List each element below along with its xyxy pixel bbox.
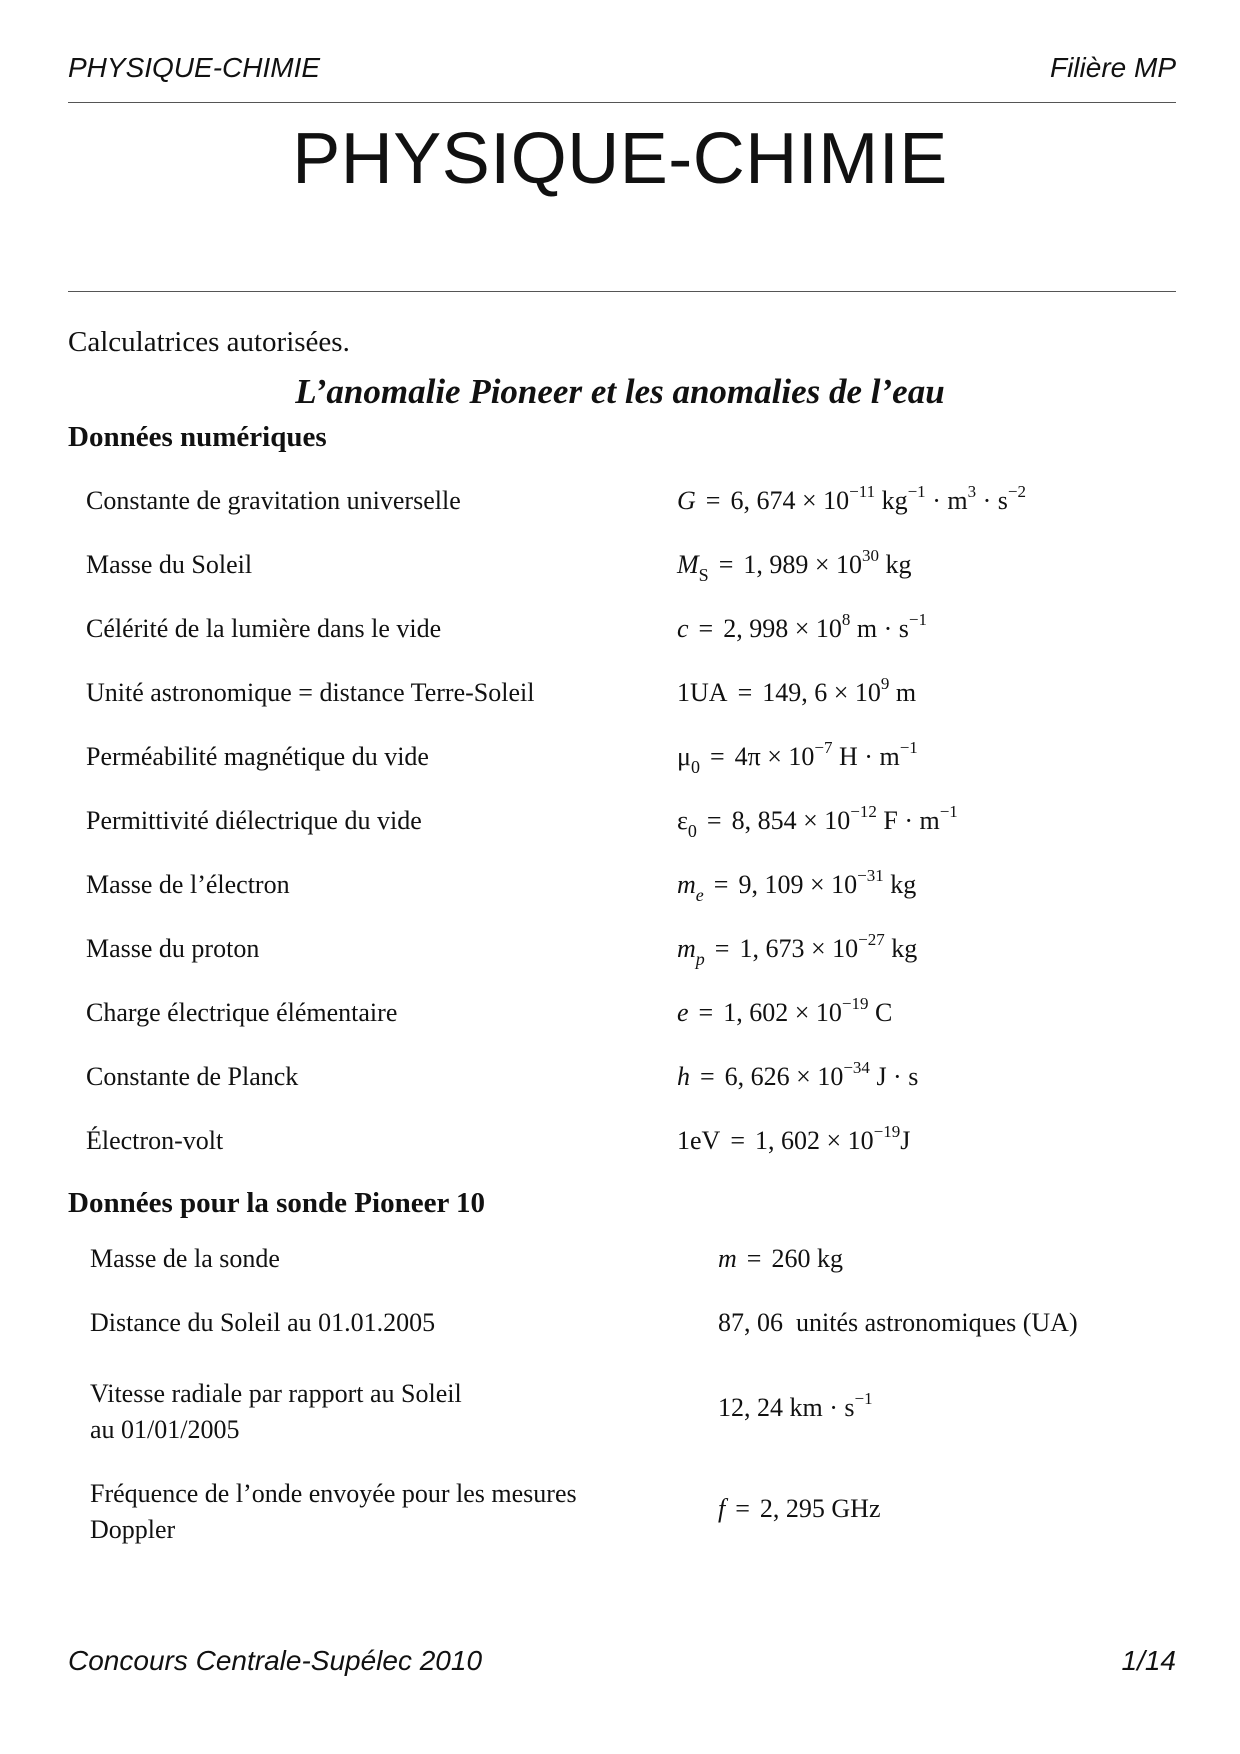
constant-mantissa: 1, 989 × 10 [743,550,863,579]
constant-mantissa: 8, 854 × 10 [731,806,851,835]
probe-frequency-label [90,1476,577,1548]
constant-unit: J · s [876,1062,919,1091]
probe-distance-number: 87, 06 [718,1308,783,1337]
probe-distance-label: Distance du Soleil au 01.01.2005 [90,1308,436,1337]
probe-distance-value [718,1308,1078,1338]
constant-mantissa: 6, 674 × 10 [730,486,850,515]
unit-exponent: −1 [939,802,958,821]
constant-value [677,1122,911,1156]
constant-unit: · m [925,486,968,515]
constant-unit: J [900,1126,911,1155]
probe-frequency-label-line2: Doppler [90,1515,176,1544]
constant-row [0,738,1240,802]
constant-unit: m [895,678,917,707]
equals-sign: = [709,742,725,771]
unit-exponent: −1 [907,482,926,501]
footer-left: Concours Centrale-Supélec 2010 [68,1645,483,1676]
constant-label: Unité astronomique = distance Terre-Soleil [86,678,535,707]
constant-row [0,994,1240,1058]
equals-sign: = [705,486,721,515]
constant-symbol: m [677,870,696,899]
constant-row [0,546,1240,610]
constant-unit: · s [976,486,1008,515]
constant-value [677,482,1026,516]
equals-sign: = [730,1126,745,1155]
equals-sign: = [713,870,729,899]
constant-unit: kg [881,486,908,515]
constant-symbol: e [677,998,689,1027]
constant-unit: F · m [883,806,940,835]
constant-row [0,1122,1240,1186]
constant-unit: kg [890,870,917,899]
constant-row [0,1058,1240,1122]
constant-subscript: 0 [687,821,697,841]
constant-symbol: G [677,486,696,515]
constant-subscript: S [698,565,709,585]
section-heading-pioneer-data: Données pour la sonde Pioneer 10 [68,1187,486,1219]
constant-symbol: μ [677,742,691,771]
constant-symbol: c [677,614,689,643]
constant-exponent: −31 [857,866,884,885]
probe-frequency-value: f = 2, 295 GHz [718,1494,881,1523]
constant-symbol: 1eV [677,1126,721,1155]
constant-unit: kg [885,550,912,579]
probe-mass-value: m = 260 kg [718,1244,843,1273]
constant-exponent: −34 [843,1058,870,1077]
constant-exponent: −12 [850,802,877,821]
constant-label: Masse de l’électron [86,870,290,899]
constant-mantissa: 1, 673 × 10 [739,934,859,963]
constant-symbol: M [677,550,699,579]
constant-value [677,930,918,969]
constant-mantissa: 4π × 10 [734,742,815,771]
unit-exponent: −1 [908,610,927,629]
constant-mantissa: 9, 109 × 10 [738,870,858,899]
constant-exponent: 30 [862,546,880,565]
constant-label: Constante de gravitation universelle [86,486,461,515]
probe-speed-label-line1: Vitesse radiale par rapport au Soleil [90,1379,462,1408]
probe-speed-number: 12, 24 km · s [718,1393,855,1422]
constant-exponent: −11 [849,482,876,501]
equals-sign: = [698,998,714,1027]
equals-sign: = [700,1062,715,1091]
constant-value [677,674,917,708]
constant-mantissa: 149, 6 × 10 [762,678,881,707]
unit-exponent: 3 [967,482,977,501]
constant-exponent: −7 [814,738,833,757]
calculators-note: Calculatrices autorisées. [68,326,350,358]
probe-speed-exponent: −1 [854,1389,873,1408]
constant-exponent: 9 [880,674,890,693]
header-right: Filière MP [1049,52,1176,83]
constant-label: Célérité de la lumière dans le vide [86,614,442,643]
probe-distance-unit: unités astronomiques (UA) [796,1308,1078,1337]
constant-mantissa: 2, 998 × 10 [723,614,842,643]
header-rule [68,102,1176,103]
constant-mantissa: 6, 626 × 10 [724,1062,844,1091]
probe-frequency-symbol: f [718,1494,726,1523]
constant-value [677,1058,919,1092]
subtitle: L’anomalie Pioneer et les anomalies de l’eau [295,372,945,411]
constant-label: Constante de Planck [86,1062,299,1091]
page-title: PHYSIQUE-CHIMIE [292,119,948,199]
equals-sign: = [718,550,734,579]
constant-subscript: p [695,949,705,969]
probe-frequency-number: 2, 295 GHz [759,1494,881,1523]
equals-sign: = [714,934,730,963]
constant-row [0,866,1240,930]
constant-symbol: m [677,934,696,963]
constant-value [677,802,958,841]
constant-value [677,610,927,644]
constant-mantissa: 1, 602 × 10 [723,998,842,1027]
constant-label: Masse du proton [86,934,260,963]
constant-subscript: e [695,885,704,905]
constant-subscript: 0 [690,757,700,777]
constant-unit: C [874,998,893,1027]
constant-unit: kg [891,934,918,963]
constant-exponent: 8 [841,610,851,629]
constant-row [0,482,1240,546]
constant-exponent: −27 [858,930,885,949]
footer-page-number: 1/14 [1121,1645,1176,1676]
probe-speed-label-line2: au 01/01/2005 [90,1415,240,1444]
constant-value [677,866,917,905]
constant-row [0,802,1240,866]
constant-symbol: ε [677,806,688,835]
constant-exponent: −19 [873,1122,901,1141]
constant-label: Charge électrique élémentaire [86,998,398,1027]
constant-row [0,674,1240,738]
probe-mass-number: 260 kg [771,1244,843,1273]
equals-sign: = [698,614,714,643]
constant-label: Masse du Soleil [86,550,253,579]
constant-symbol: h [677,1062,690,1091]
probe-mass-label: Masse de la sonde [90,1244,280,1273]
title-rule [68,291,1176,292]
probe-speed-label [90,1376,462,1448]
equals-sign: = [706,806,722,835]
constant-label: Perméabilité magnétique du vide [86,742,429,771]
unit-exponent: −1 [899,738,918,757]
constant-value [677,994,893,1028]
constant-symbol: 1UA [677,678,728,707]
constant-value [677,738,918,777]
constant-unit: H · m [839,742,900,771]
constant-unit: m · s [856,614,909,643]
constant-exponent: −19 [841,994,869,1013]
constant-row [0,930,1240,994]
equals-sign: = [737,678,753,707]
constant-value [677,546,912,585]
section-heading-numeric-data: Données numériques [68,421,327,453]
constant-row [0,610,1240,674]
constant-mantissa: 1, 602 × 10 [755,1126,874,1155]
unit-exponent: −2 [1007,482,1026,501]
constant-label: Électron-volt [86,1126,224,1155]
probe-frequency-label-line1: Fréquence de l’onde envoyée pour les mesures [90,1479,577,1508]
probe-speed-value [718,1389,873,1423]
header-left: PHYSIQUE-CHIMIE [68,52,321,83]
probe-mass-symbol: m [718,1244,737,1273]
constant-label: Permittivité diélectrique du vide [86,806,422,835]
